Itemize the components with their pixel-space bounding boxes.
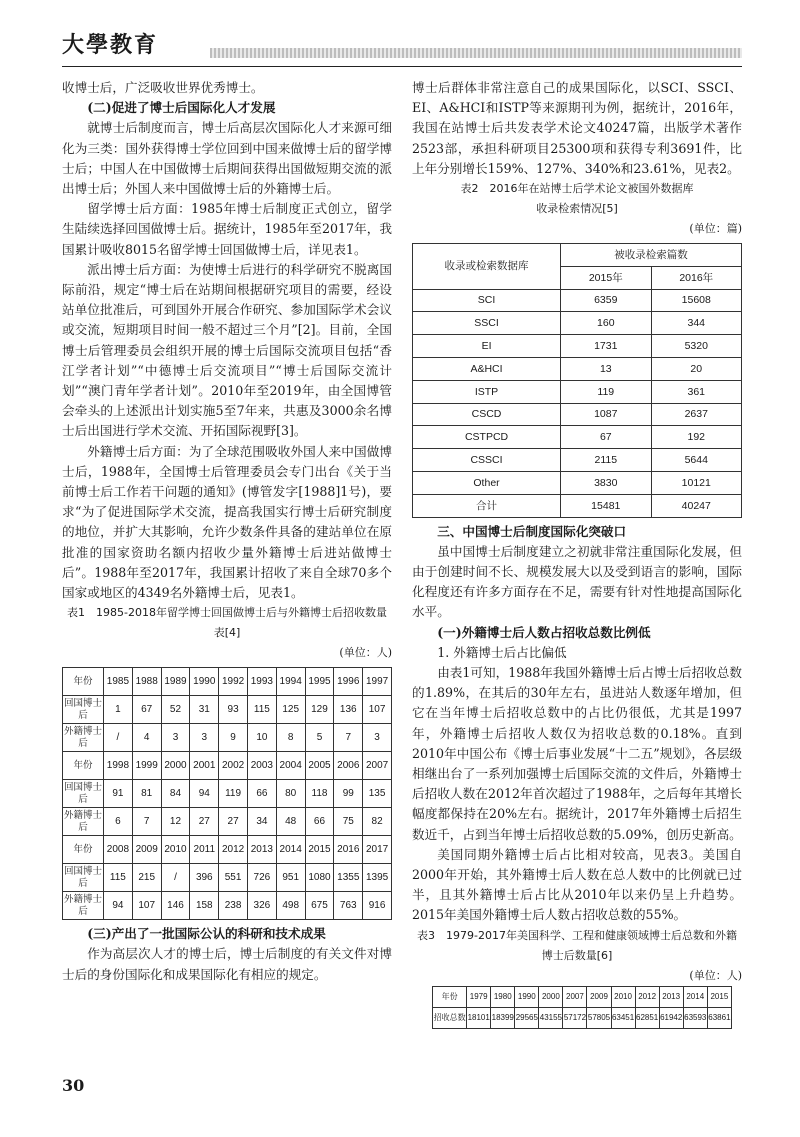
- table-cell: 27: [219, 808, 248, 836]
- paragraph: 博士后群体非常注意自己的成果国际化，以SCI、SSCI、EI、A&HCI和ISTP等来源期刊为例，据统计，2016年，我国在站博士后共发表学术论文40247篇，出版学术著作2523部，承担科研项目25300项和获得专利3691件，比上年分别增长159%、127%、340%和23.61%，见表2。: [412, 80, 742, 176]
- table1: [62, 667, 392, 920]
- table-cell: 158: [190, 892, 219, 920]
- table-cell: 916: [363, 892, 392, 920]
- table-cell: 951: [276, 864, 305, 892]
- paragraph: 外籍博士后方面：为了全球范围吸收外国人来中国做博士后，1988年，全国博士后管理委员会专门出台《关于当前博士后工作若干问题的通知》(博管发字[1988]1号)，要求“为了促进国际学术交流，提高我国实行博士后研究制度的地位，并扩大其影响，允许少数条件具备的建站单位在原批准的国家资助名额内招收少量外籍博士后进站做博士后”。1988年至2017年，我国累计招收了来自全球70多个国家或地区的4349名外籍博士后，见表1。: [62, 443, 392, 601]
- table-cell: 1993: [247, 668, 276, 696]
- table-row: [413, 289, 742, 312]
- right-column: [412, 78, 742, 1029]
- table-cell: 82: [363, 808, 392, 836]
- table-cell: 551: [219, 864, 248, 892]
- table-cell: 10: [247, 724, 276, 752]
- table-cell: 2013: [247, 836, 276, 864]
- table-cell: SCI: [413, 289, 561, 312]
- table-cell: 10121: [651, 471, 741, 494]
- foreign-row: [63, 808, 392, 836]
- table-cell: 27: [190, 808, 219, 836]
- table-cell: 62851: [635, 1007, 659, 1028]
- table-cell: 135: [363, 780, 392, 808]
- table-cell: 344: [651, 312, 741, 335]
- header-rule: [62, 66, 742, 67]
- table3: [432, 986, 732, 1029]
- table-row: [413, 403, 742, 426]
- table-cell: 1985: [104, 668, 133, 696]
- table-cell: 5320: [651, 335, 741, 358]
- table-cell: 29565: [515, 1007, 539, 1028]
- table-cell: Other: [413, 471, 561, 494]
- table-cell: 34: [247, 808, 276, 836]
- paragraph: 虽中国博士后制度建立之初就非常注重国际化发展，但由于创建时间不长、规模发展大以及受到语言的影响，国际化程度还有许多方面存在不足，需要有针对性地提高国际化水平。: [412, 543, 742, 620]
- table-cell: SSCI: [413, 312, 561, 335]
- table-cell: 2015: [305, 836, 334, 864]
- table-cell: 160: [561, 312, 651, 335]
- table-cell: 6: [104, 808, 133, 836]
- table-cell: 2010: [161, 836, 190, 864]
- table-cell: 119: [561, 380, 651, 403]
- table-cell: 2017: [363, 836, 392, 864]
- table-cell: 2011: [190, 836, 219, 864]
- table-cell: 5644: [651, 449, 741, 472]
- table-cell: 81: [132, 780, 161, 808]
- table-cell: /: [161, 864, 190, 892]
- returnee-row: [63, 864, 392, 892]
- table-cell: 18101: [467, 1007, 491, 1028]
- table-cell: 1990: [190, 668, 219, 696]
- paragraph: 美国同期外籍博士后占比相对较高，见表3。美国自2000年开始，其外籍博士后人数在总人数中的比例就已过半，且其外籍博士后占比从2010年以来仍呈上升趋势。2015年美国外籍博士后人数占招收总数的55%。: [412, 846, 742, 923]
- header-decor-bar: [210, 48, 742, 58]
- table-cell: 3: [190, 724, 219, 752]
- table-row: [413, 471, 742, 494]
- table-cell: 40247: [651, 494, 741, 517]
- table-cell: 1395: [363, 864, 392, 892]
- row-header: 年份: [433, 986, 467, 1007]
- table-cell: 2115: [561, 449, 651, 472]
- table3-caption: 表3 1979-2017年美国科学、工程和健康领域博士后总数和外籍博士后数量[6]: [417, 928, 737, 962]
- row-header: 回国博士后: [63, 696, 104, 724]
- table-cell: CSCD: [413, 403, 561, 426]
- table-cell: 66: [247, 780, 276, 808]
- table-cell: 1980: [491, 986, 515, 1007]
- table-cell: ISTP: [413, 380, 561, 403]
- table2: [412, 243, 742, 518]
- table-cell: 1: [104, 696, 133, 724]
- table-cell: 136: [334, 696, 363, 724]
- table-cell: 2015: [707, 986, 731, 1007]
- table-cell: 18399: [491, 1007, 515, 1028]
- table-cell: 2006: [334, 752, 363, 780]
- table-cell: 2009: [132, 836, 161, 864]
- table-cell: 763: [334, 892, 363, 920]
- table-cell: 13: [561, 358, 651, 381]
- table-cell: 9: [219, 724, 248, 752]
- section-heading: (一)外籍博士后人数占招收总数比例低: [437, 624, 651, 640]
- row-header: 招收总数: [433, 1007, 467, 1028]
- table-cell: 326: [247, 892, 276, 920]
- table-cell: 238: [219, 892, 248, 920]
- paragraph: 派出博士后方面：为使博士后进行的科学研究不脱离国际前沿，规定“博士后在站期间根据研究项目的需要，经设站单位批准后，可到国外开展合作研究、参加国际学术会议或交流，短期项目时间一般不超过三个月”[2]。目前，全国博士后管理委员会组织开展的博士后国际交流项目包括“香江学者计划”“中德博士后交流项目”“博士后国际交流计划”“澳门青年学者计划”。2010年至2019年，由全国博管会牵头的上述派出计划实施5至7年来，共惠及3000余名博士后出国进行学术交流、开拓国际视野[3]。: [62, 261, 392, 439]
- table-cell: CSTPCD: [413, 426, 561, 449]
- table-cell: 4: [132, 724, 161, 752]
- table-cell: 12: [161, 808, 190, 836]
- table-cell: 3830: [561, 471, 651, 494]
- table-cell: 675: [305, 892, 334, 920]
- table-cell: 57805: [587, 1007, 611, 1028]
- table-cell: 63451: [611, 1007, 635, 1028]
- table-cell: 1997: [363, 668, 392, 696]
- table-cell: 99: [334, 780, 363, 808]
- table-cell: 107: [363, 696, 392, 724]
- table3-unit: (单位：人): [689, 968, 742, 982]
- table1-caption: 表1 1985-2018年留学博士回国做博士后与外籍博士后招收数量表[4]: [67, 606, 387, 640]
- table-cell: 6359: [561, 289, 651, 312]
- table-cell: 80: [276, 780, 305, 808]
- foreign-row: [63, 892, 392, 920]
- table-cell: 107: [132, 892, 161, 920]
- table-row: [413, 380, 742, 403]
- section-heading: (三)产出了一批国际公认的科研和技术成果: [87, 926, 326, 942]
- table-row: [413, 494, 742, 517]
- row-header: 回国博士后: [63, 780, 104, 808]
- table-cell: 1996: [334, 668, 363, 696]
- table-cell: 63593: [683, 1007, 707, 1028]
- table-cell: 91: [104, 780, 133, 808]
- returnee-row: [63, 696, 392, 724]
- table-cell: 1992: [219, 668, 248, 696]
- table-cell: 2012: [635, 986, 659, 1007]
- table-cell: 2000: [161, 752, 190, 780]
- table-cell: 1998: [104, 752, 133, 780]
- table-cell: 94: [190, 780, 219, 808]
- table-cell: 1999: [132, 752, 161, 780]
- table-cell: 20: [651, 358, 741, 381]
- table-cell: CSSCI: [413, 449, 561, 472]
- table-cell: 1731: [561, 335, 651, 358]
- paragraph: 由表1可知，1988年我国外籍博士后占博士后招收总数的1.89%，在其后的30年左右，虽进站人数逐年增加，但它在当年博士后招收总数中的占比仍很低，尤其是1997年，外籍博士后招收人数仅为招收总数的0.18%。直到2010年中国公布《博士后事业发展“十二五”规划》，各层级相继出台了一系列加强博士后国际交流的文件后，外籍博士后招收人数在2012年首次超过了1988年，之后每年其增长幅度都保持在20%左右。据统计，2017年外籍博士后招生数近千，占到当年博士后招收总数的5.09%，创历史新高。: [412, 665, 742, 842]
- table-cell: 57172: [563, 1007, 587, 1028]
- table-cell: 498: [276, 892, 305, 920]
- table-cell: 48: [276, 808, 305, 836]
- table-cell: 2016: [334, 836, 363, 864]
- table-cell: 115: [247, 696, 276, 724]
- table2-caption-line2: 收录检索情况[5]: [536, 202, 618, 216]
- table-cell: 1994: [276, 668, 305, 696]
- table-cell: 2004: [276, 752, 305, 780]
- row-header: 年份: [63, 836, 104, 864]
- table-cell: 合计: [413, 494, 561, 517]
- table-cell: 2014: [683, 986, 707, 1007]
- table-cell: 75: [334, 808, 363, 836]
- table-cell: 67: [561, 426, 651, 449]
- row-header: 外籍博士后: [63, 724, 104, 752]
- year-row: [63, 668, 392, 696]
- table-cell: 61942: [659, 1007, 683, 1028]
- column-header: 2015年: [561, 266, 651, 289]
- table-cell: 1995: [305, 668, 334, 696]
- table-cell: 93: [219, 696, 248, 724]
- row-header: 回国博士后: [63, 864, 104, 892]
- paragraph: 就博士后制度而言，博士后高层次国际化人才来源可细化为三类：国外获得博士学位回到中国来做博士后的留学博士后；中国人在中国做博士后期间获得出国做短期交流的派出博士后；外国人来中国做博士后的外籍博士后。: [62, 120, 392, 197]
- year-row: [433, 986, 732, 1007]
- table-cell: 129: [305, 696, 334, 724]
- table-cell: 2012: [219, 836, 248, 864]
- table-cell: 2013: [659, 986, 683, 1007]
- page-number: 30: [62, 1076, 85, 1095]
- table-cell: 115: [104, 864, 133, 892]
- table-cell: 3: [161, 724, 190, 752]
- year-row: [63, 836, 392, 864]
- table-cell: 125: [276, 696, 305, 724]
- table-row: [413, 449, 742, 472]
- table-cell: 2003: [247, 752, 276, 780]
- table-cell: 1080: [305, 864, 334, 892]
- table-cell: 2637: [651, 403, 741, 426]
- table-cell: /: [104, 724, 133, 752]
- table2-caption: 表2 2016年在站博士后学术论文被国外数据库: [460, 182, 694, 196]
- table-cell: 3: [363, 724, 392, 752]
- left-column: [62, 78, 392, 985]
- table-cell: 2010: [611, 986, 635, 1007]
- table-cell: 43155: [539, 1007, 563, 1028]
- table-cell: 5: [305, 724, 334, 752]
- paragraph: 收博士后，广泛吸收世界优秀博士。: [62, 80, 264, 95]
- table-cell: 2009: [587, 986, 611, 1007]
- table-cell: 2005: [305, 752, 334, 780]
- table-cell: 1355: [334, 864, 363, 892]
- table-cell: 2002: [219, 752, 248, 780]
- section-heading: (二)促进了博士后国际化人才发展: [87, 100, 276, 116]
- table-cell: 84: [161, 780, 190, 808]
- foreign-row: [63, 724, 392, 752]
- table-cell: 8: [276, 724, 305, 752]
- table-cell: 15481: [561, 494, 651, 517]
- table-cell: 7: [334, 724, 363, 752]
- table-row: [413, 312, 742, 335]
- table-cell: 118: [305, 780, 334, 808]
- table-cell: 146: [161, 892, 190, 920]
- table-cell: 215: [132, 864, 161, 892]
- section-heading: 三、中国博士后制度国际化突破口: [437, 523, 627, 539]
- table-cell: 7: [132, 808, 161, 836]
- table-cell: 66: [305, 808, 334, 836]
- row-header: 年份: [63, 752, 104, 780]
- table-cell: A&HCI: [413, 358, 561, 381]
- subsection-heading: 1. 外籍博士后占比偏低: [437, 644, 567, 660]
- table-cell: 67: [132, 696, 161, 724]
- table-cell: 2001: [190, 752, 219, 780]
- returnee-row: [63, 780, 392, 808]
- total-row: [433, 1007, 732, 1028]
- row-header: 年份: [63, 668, 104, 696]
- column-header: 2016年: [651, 266, 741, 289]
- table-row: [413, 358, 742, 381]
- table1-unit: (单位：人): [339, 646, 392, 660]
- row-header: 外籍博士后: [63, 808, 104, 836]
- table-cell: 1087: [561, 403, 651, 426]
- table-cell: 726: [247, 864, 276, 892]
- table-cell: 31: [190, 696, 219, 724]
- table-row: [413, 335, 742, 358]
- table2-unit: (单位：篇): [689, 222, 742, 236]
- table-cell: 2014: [276, 836, 305, 864]
- table-row: [413, 426, 742, 449]
- table-cell: 52: [161, 696, 190, 724]
- table-cell: 1988: [132, 668, 161, 696]
- paragraph: 留学博士后方面：1985年博士后制度正式创立，留学生陆续选择回国做博士后。据统计，1985年至2017年，我国累计吸收8015名留学博士回国做博士后，详见表1。: [62, 201, 392, 257]
- table-cell: 1990: [515, 986, 539, 1007]
- page-header: [62, 28, 742, 72]
- row-header: 外籍博士后: [63, 892, 104, 920]
- table-cell: 2008: [104, 836, 133, 864]
- year-row: [63, 752, 392, 780]
- table-cell: EI: [413, 335, 561, 358]
- table-cell: 2007: [563, 986, 587, 1007]
- table-cell: 94: [104, 892, 133, 920]
- table-cell: 192: [651, 426, 741, 449]
- column-header: 被收录检索篇数: [561, 244, 742, 267]
- table-cell: 15608: [651, 289, 741, 312]
- table-cell: 1989: [161, 668, 190, 696]
- table-cell: 2000: [539, 986, 563, 1007]
- column-header: 收录或检索数据库: [413, 244, 561, 290]
- journal-logo: 大學教育: [62, 32, 159, 58]
- table-cell: 2007: [363, 752, 392, 780]
- paragraph: 作为高层次人才的博士后，博士后制度的有关文件对博士后的身份国际化和成果国际化有相应的规定。: [62, 946, 392, 982]
- table-cell: 1979: [467, 986, 491, 1007]
- table-cell: 361: [651, 380, 741, 403]
- table-cell: 63861: [707, 1007, 731, 1028]
- table-cell: 119: [219, 780, 248, 808]
- table-header-row: [413, 244, 742, 267]
- table-cell: 396: [190, 864, 219, 892]
